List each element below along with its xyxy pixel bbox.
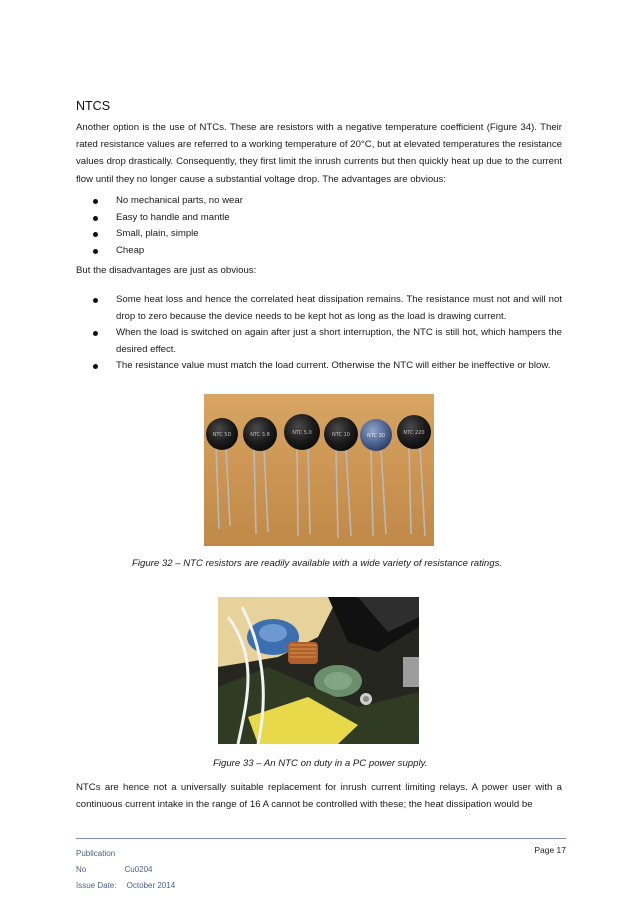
bullet-icon [93, 298, 98, 303]
issue-date-value: October 2014 [126, 881, 176, 890]
bullet-icon [93, 364, 98, 369]
bullet-icon [93, 331, 98, 336]
list-item: No mechanical parts, no wear [76, 193, 562, 210]
ntc-label: NTC 5D [212, 432, 232, 438]
ntc-resistors-illustration [204, 394, 434, 546]
publication-number: Cu0204 [124, 865, 153, 874]
list-item: Some heat loss and hence the correlated heat dissipation remains. The resistance must not and will not drop to zero because the device needs to be kept hot as long as the load is drawing current. [76, 292, 562, 325]
disadvantages-list [76, 292, 562, 375]
issue-date-line [76, 878, 175, 894]
list-item: Easy to handle and mantle [76, 210, 562, 227]
list-item: The resistance value must match the load current. Otherwise the NTC will either be ineffective or blow. [76, 358, 562, 375]
figure-33-caption: Figure 33 – An NTC on duty in a PC power supply. [213, 758, 428, 769]
list-item: When the load is switched on again after just a short interruption, the NTC is still hot, which hampers the desired effect. [76, 325, 562, 358]
section-heading: NTCS [76, 99, 111, 113]
ntc-label: NTC 30 [367, 433, 385, 439]
pc-power-supply-photo [218, 597, 419, 744]
ntc-label: NTC 10 [332, 432, 350, 438]
figure-32-caption: Figure 32 – NTC resistors are readily available with a wide variety of resistance ratings. [132, 558, 503, 569]
footer-divider [76, 838, 566, 839]
bullet-icon [93, 216, 98, 221]
list-item: Small, plain, simple [76, 226, 562, 243]
issue-date-label: Issue Date: [76, 881, 117, 890]
page-number: Page 17 [534, 845, 566, 855]
publication-label: Publication No [76, 849, 116, 874]
intro-paragraph: Another option is the use of NTCs. These are resistors with a negative temperature coefficient (Figure 34). Their rated resistance values are referred to a working temperature of 20°C, but at elevated temperatures the resistance values drop drastically. Consequently, they first limit the inrush currents but then quickly heat up due to the current flow until they no longer cause a substantial voltage drop. The advantages are obvious: [76, 122, 562, 185]
ntc-label: NTC 220 [403, 430, 425, 436]
list-item: Cheap [76, 243, 562, 260]
disadvantages-intro: But the disadvantages are just as obvious: [76, 265, 257, 276]
conclusion-paragraph: NTCs are hence not a universally suitable replacement for inrush current limiting relays. A power user with a continuous current intake in the range of 16 A cannot be controlled with these; the heat dissipation would be [76, 782, 562, 811]
advantages-list [76, 193, 562, 259]
ntc-label: NTC 5.0 [292, 430, 312, 436]
bullet-icon [93, 249, 98, 254]
power-supply-illustration [218, 597, 419, 744]
ntc-label: NTC 3.8 [250, 432, 270, 438]
ntc-resistors-photo [204, 394, 434, 546]
publication-line [76, 846, 175, 878]
bullet-icon [93, 199, 98, 204]
footer-meta [76, 846, 175, 894]
bullet-icon [93, 232, 98, 237]
